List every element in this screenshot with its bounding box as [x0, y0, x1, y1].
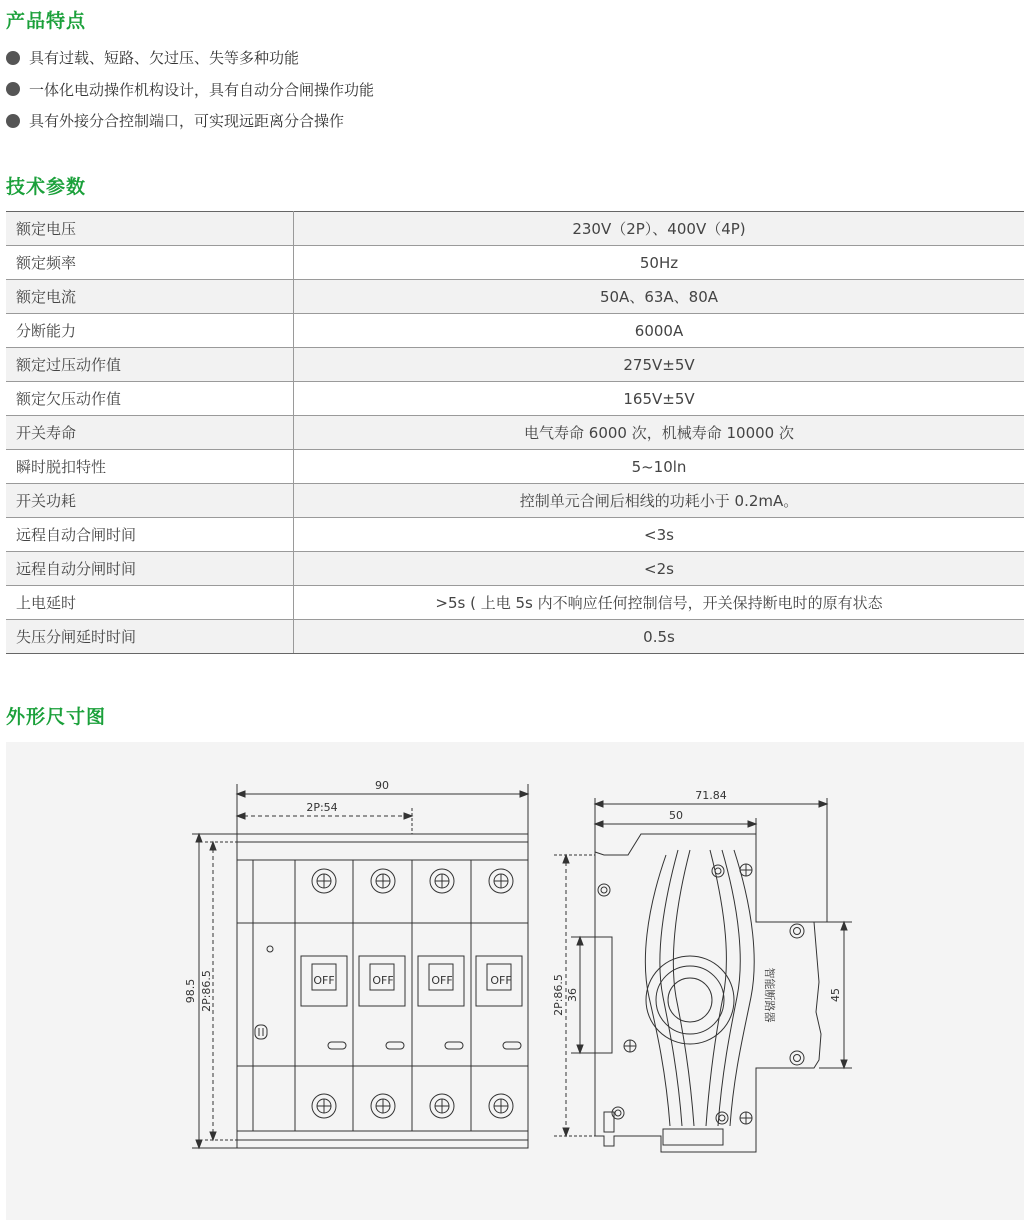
- spec-value: 6000A: [294, 314, 1025, 348]
- feature-item: [6, 105, 374, 137]
- bullet-icon: [6, 51, 20, 65]
- spec-label: 远程自动分闸时间: [6, 552, 294, 586]
- dim-depth-total: 71.84: [695, 789, 727, 802]
- dim-height-total: 98.5: [184, 978, 197, 1004]
- spec-label: 额定电压: [6, 212, 294, 246]
- side-view-drawing: [554, 798, 852, 1152]
- pole-4: [476, 869, 522, 1118]
- table-row: [6, 552, 1024, 586]
- pole-1: [301, 869, 347, 1118]
- table-row: [6, 484, 1024, 518]
- dim-side-height-36: 36: [566, 988, 579, 1002]
- table-row: [6, 450, 1024, 484]
- table-row: [6, 416, 1024, 450]
- spec-value: 50Hz: [294, 246, 1025, 280]
- spec-value: 165V±5V: [294, 382, 1025, 416]
- pole-3: [418, 869, 464, 1118]
- feature-text: 一体化电动操作机构设计，具有自动分合闸操作功能: [29, 80, 375, 99]
- spec-value: <3s: [294, 518, 1025, 552]
- dim-depth-50: 50: [669, 809, 683, 822]
- spec-label: 分断能力: [6, 314, 294, 348]
- dim-width-total: 90: [375, 779, 389, 792]
- dim-width-2p: 2P:54: [306, 801, 338, 814]
- pole-2: [359, 869, 405, 1118]
- dimension-drawing: [6, 742, 1024, 1220]
- switch-label: OFF: [372, 974, 394, 987]
- spec-label: 开关寿命: [6, 416, 294, 450]
- spec-label: 额定电流: [6, 280, 294, 314]
- switch-label: OFF: [431, 974, 453, 987]
- spec-value: >5s ( 上电 5s 内不响应任何控制信号，开关保持断电时的原有状态: [294, 586, 1025, 620]
- spec-label: 失压分闸延时时间: [6, 620, 294, 654]
- spec-label: 额定过压动作值: [6, 348, 294, 382]
- spec-value: 50A、63A、80A: [294, 280, 1025, 314]
- dimension-drawing-panel: [6, 742, 1024, 1220]
- table-row: [6, 314, 1024, 348]
- table-row: [6, 382, 1024, 416]
- feature-item: [6, 74, 374, 106]
- table-row: [6, 246, 1024, 280]
- spec-value: 0.5s: [294, 620, 1025, 654]
- dimensions-title: 外形尺寸图: [6, 706, 107, 728]
- table-row: [6, 586, 1024, 620]
- feature-item: [6, 42, 374, 74]
- spec-label: 瞬时脱扣特性: [6, 450, 294, 484]
- spec-value: <2s: [294, 552, 1025, 586]
- dim-height-2p: 2P:86.5: [200, 970, 213, 1012]
- feature-text: 具有外接分合控制端口，可实现远距离分合操作: [29, 112, 345, 131]
- features-title: 产品特点: [6, 10, 87, 32]
- dim-side-height-45: 45: [829, 988, 842, 1002]
- table-row: [6, 518, 1024, 552]
- dim-side-height-2p: 2P:86.5: [552, 974, 565, 1016]
- feature-list: [6, 42, 374, 137]
- front-view-drawing: [192, 784, 528, 1148]
- spec-label: 开关功耗: [6, 484, 294, 518]
- specs-title: 技术参数: [6, 176, 87, 198]
- bullet-icon: [6, 82, 20, 96]
- spec-value: 控制单元合闸后相线的功耗小于 0.2mA。: [294, 484, 1025, 518]
- spec-value: 电气寿命 6000 次，机械寿命 10000 次: [294, 416, 1025, 450]
- table-row: [6, 280, 1024, 314]
- spec-label: 额定频率: [6, 246, 294, 280]
- feature-text: 具有过载、短路、欠过压、失等多种功能: [29, 49, 300, 68]
- table-row: [6, 348, 1024, 382]
- spec-label: 上电延时: [6, 586, 294, 620]
- table-row: [6, 620, 1024, 654]
- spec-value: 230V（2P）、400V（4P): [294, 212, 1025, 246]
- spec-value: 275V±5V: [294, 348, 1025, 382]
- spec-label: 远程自动合闸时间: [6, 518, 294, 552]
- spec-label: 额定欠压动作值: [6, 382, 294, 416]
- spec-table: [6, 211, 1024, 654]
- brand-label: 智能断路器: [763, 967, 776, 1023]
- switch-label: OFF: [490, 974, 512, 987]
- spec-value: 5~10ln: [294, 450, 1025, 484]
- table-row: [6, 212, 1024, 246]
- switch-label: OFF: [313, 974, 335, 987]
- bullet-icon: [6, 114, 20, 128]
